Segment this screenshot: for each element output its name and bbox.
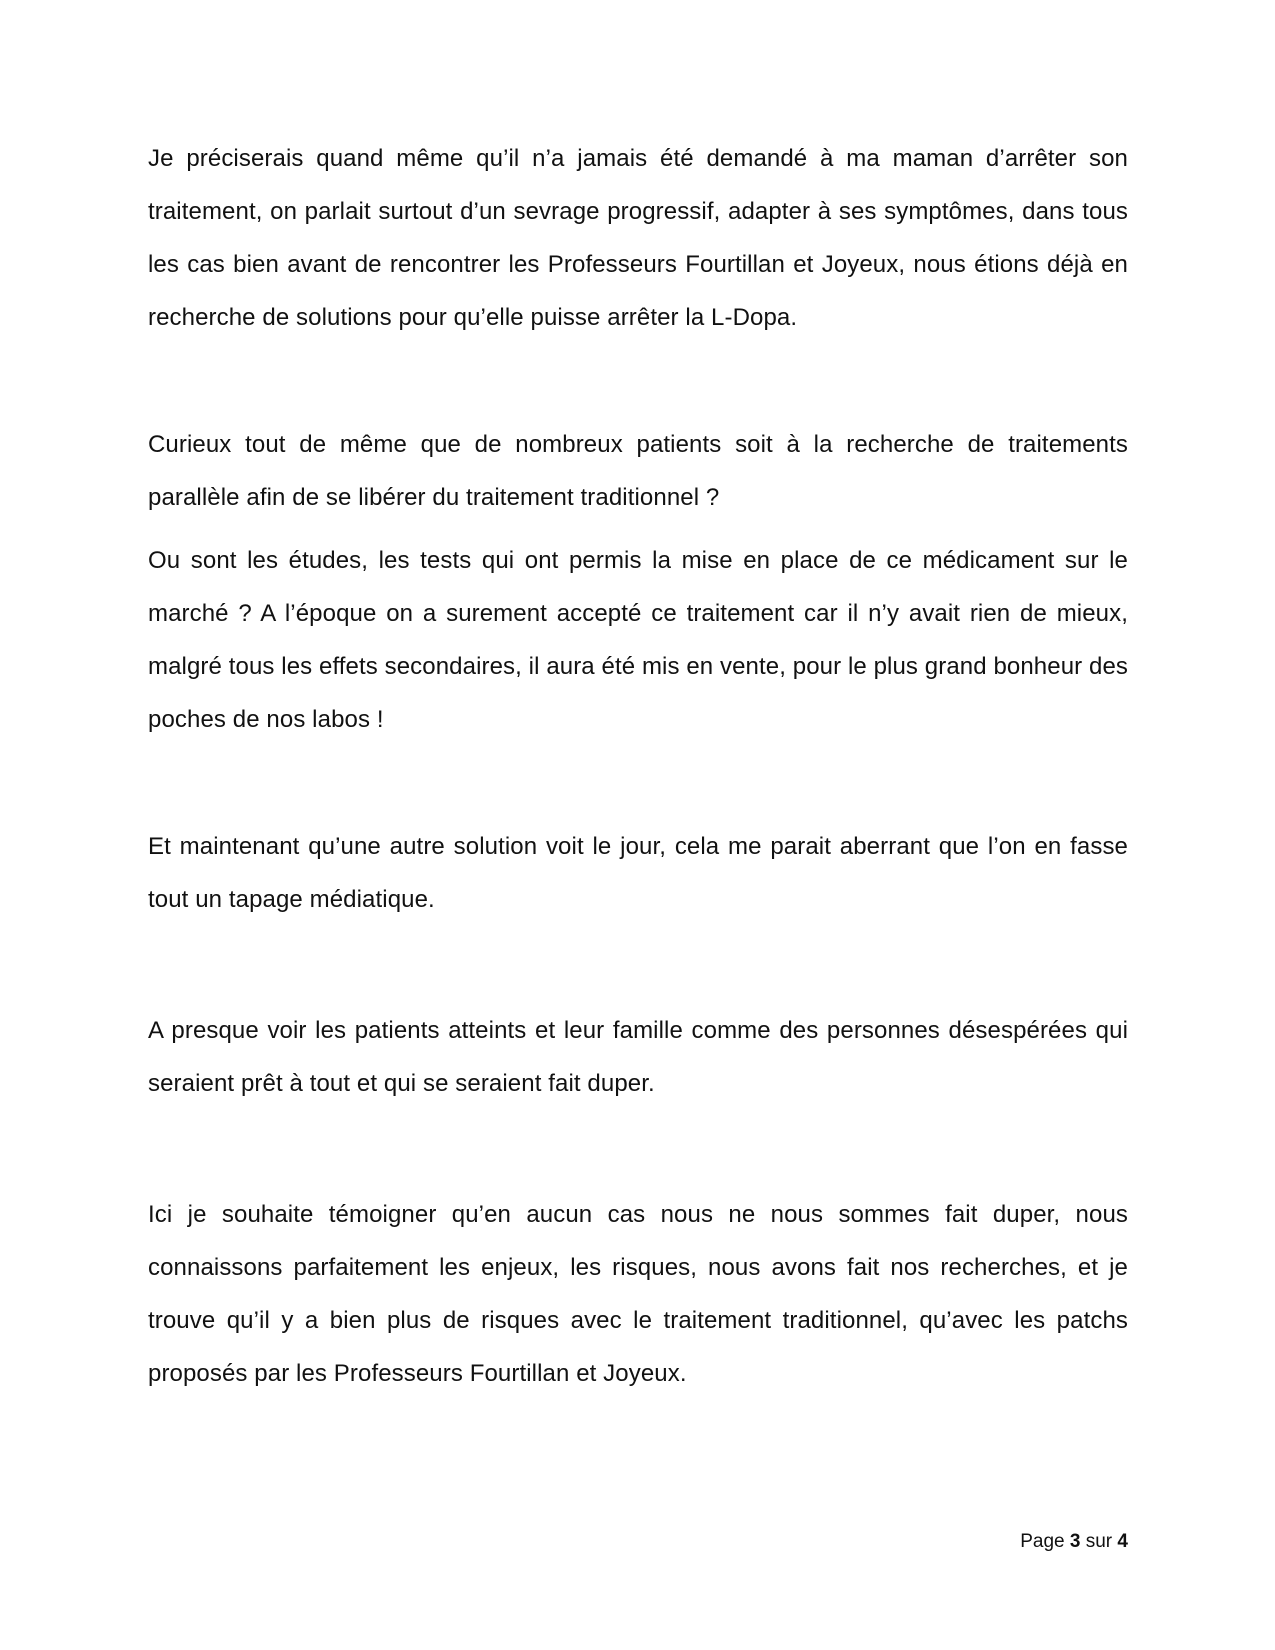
paragraph-3 xyxy=(148,534,1128,746)
paragraph-4 xyxy=(148,820,1128,926)
current-page-number: 3 xyxy=(1069,1531,1081,1552)
paragraph-text: Ou sont les études, les tests qui ont permis la mise en place de ce médicament sur le marché ? A l’époque on a surement accepté ce traitement car il n’y avait rien de mieux, malgré tous les effets secondaires, il aura été mis en vente, pour le plus grand bonheur des poches de nos labos ! xyxy=(148,547,1128,733)
paragraph-text: A presque voir les patients atteints et leur famille comme des personnes désespérées qui seraient prêt à tout et qui se seraient fait duper. xyxy=(148,1017,1128,1097)
paragraph-5 xyxy=(148,1004,1128,1110)
page-separator: sur xyxy=(1085,1531,1113,1552)
paragraph-text: Ici je souhaite témoigner qu’en aucun cas nous ne nous sommes fait duper, nous connaissons parfaitement les enjeux, les risques, nous avons fait nos recherches, et je trouve qu’il y a bien plus de risques avec le traitement traditionnel, qu’avec les patchs proposés par les Professeurs Fourtillan et Joyeux. xyxy=(148,1201,1128,1387)
paragraph-6 xyxy=(148,1188,1128,1400)
page-number-footer xyxy=(900,1530,1128,1554)
paragraph-1 xyxy=(148,132,1128,344)
paragraph-text: Je préciserais quand même qu’il n’a jamais été demandé à ma maman d’arrêter son traitement, on parlait surtout d’un sevrage progressif, adapter à ses symptômes, dans tous les cas bien avant de rencontrer les Professeurs Fourtillan et Joyeux, nous étions déjà en recherche de solutions pour qu’elle puisse arrêter la L-Dopa. xyxy=(148,145,1128,331)
paragraph-text: Et maintenant qu’une autre solution voit le jour, cela me parait aberrant que l’on en fasse tout un tapage médiatique. xyxy=(148,833,1128,913)
total-page-number: 4 xyxy=(1117,1531,1128,1552)
paragraph-2 xyxy=(148,418,1128,524)
page-label: Page xyxy=(1020,1531,1065,1552)
paragraph-text: Curieux tout de même que de nombreux patients soit à la recherche de traitements parallèle afin de se libérer du traitement traditionnel ? xyxy=(148,431,1128,511)
